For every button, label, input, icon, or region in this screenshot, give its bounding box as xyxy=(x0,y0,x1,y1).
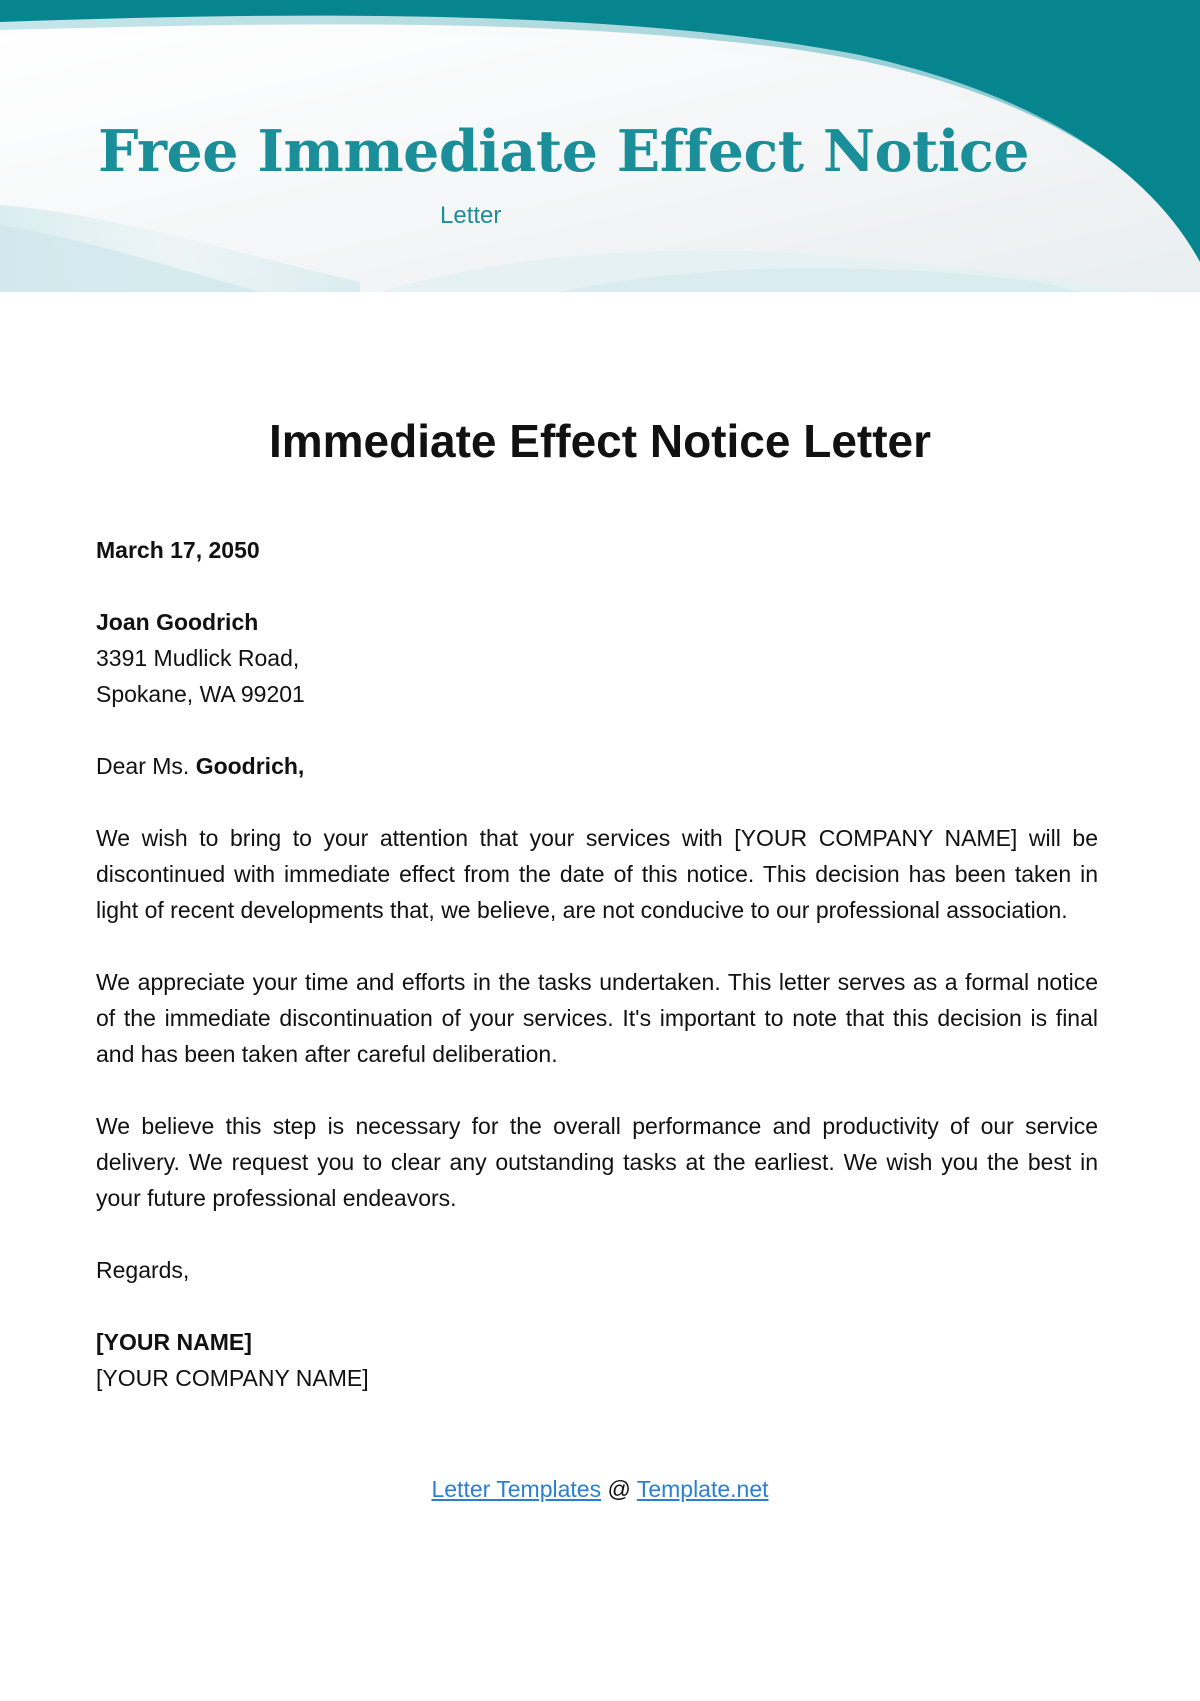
footer xyxy=(0,1471,1200,1507)
banner-subtitle: Letter xyxy=(440,202,502,229)
footer-separator: @ xyxy=(607,1476,631,1502)
recipient-address-line2: Spokane, WA 99201 xyxy=(96,681,305,707)
body-paragraph-1: We wish to bring to your attention that your services with [YOUR COMPANY NAME] will be discontinued with immediate effect from the date of this notice. This decision has been taken in light of recent developments that, we believe, are not conducive to our professional association. xyxy=(96,825,1098,923)
letter-date: March 17, 2050 xyxy=(96,537,260,563)
body-paragraph-3: We believe this step is necessary for the overall performance and productivity of our service delivery. We request you to clear any outstanding tasks at the earliest. We wish you the best in your future professional endeavors. xyxy=(96,1113,1098,1211)
recipient-name: Joan Goodrich xyxy=(96,609,259,635)
recipient-address-line1: 3391 Mudlick Road, xyxy=(96,645,300,671)
template-net-link[interactable]: Template.net xyxy=(636,1476,769,1502)
header-banner xyxy=(0,0,1200,292)
salutation xyxy=(96,748,1098,784)
letter-templates-link[interactable]: Letter Templates xyxy=(431,1476,602,1502)
document-title: Immediate Effect Notice Letter xyxy=(268,415,932,467)
signature-name: [YOUR NAME] xyxy=(96,1329,252,1355)
closing: Regards, xyxy=(96,1257,190,1283)
signature-block xyxy=(96,1324,1098,1396)
recipient-block xyxy=(96,604,1098,712)
letter-body xyxy=(96,532,1098,1432)
signature-company: [YOUR COMPANY NAME] xyxy=(96,1365,369,1391)
banner-title: Free Immediate Effect Notice xyxy=(98,118,1030,185)
salutation-name: Goodrich, xyxy=(195,753,305,779)
salutation-prefix: Dear Ms. xyxy=(96,753,190,779)
body-paragraph-2: We appreciate your time and efforts in the tasks undertaken. This letter serves as a formal notice of the immediate discontinuation of your services. It's important to note that this decision is final and has been taken after careful deliberation. xyxy=(96,969,1098,1067)
